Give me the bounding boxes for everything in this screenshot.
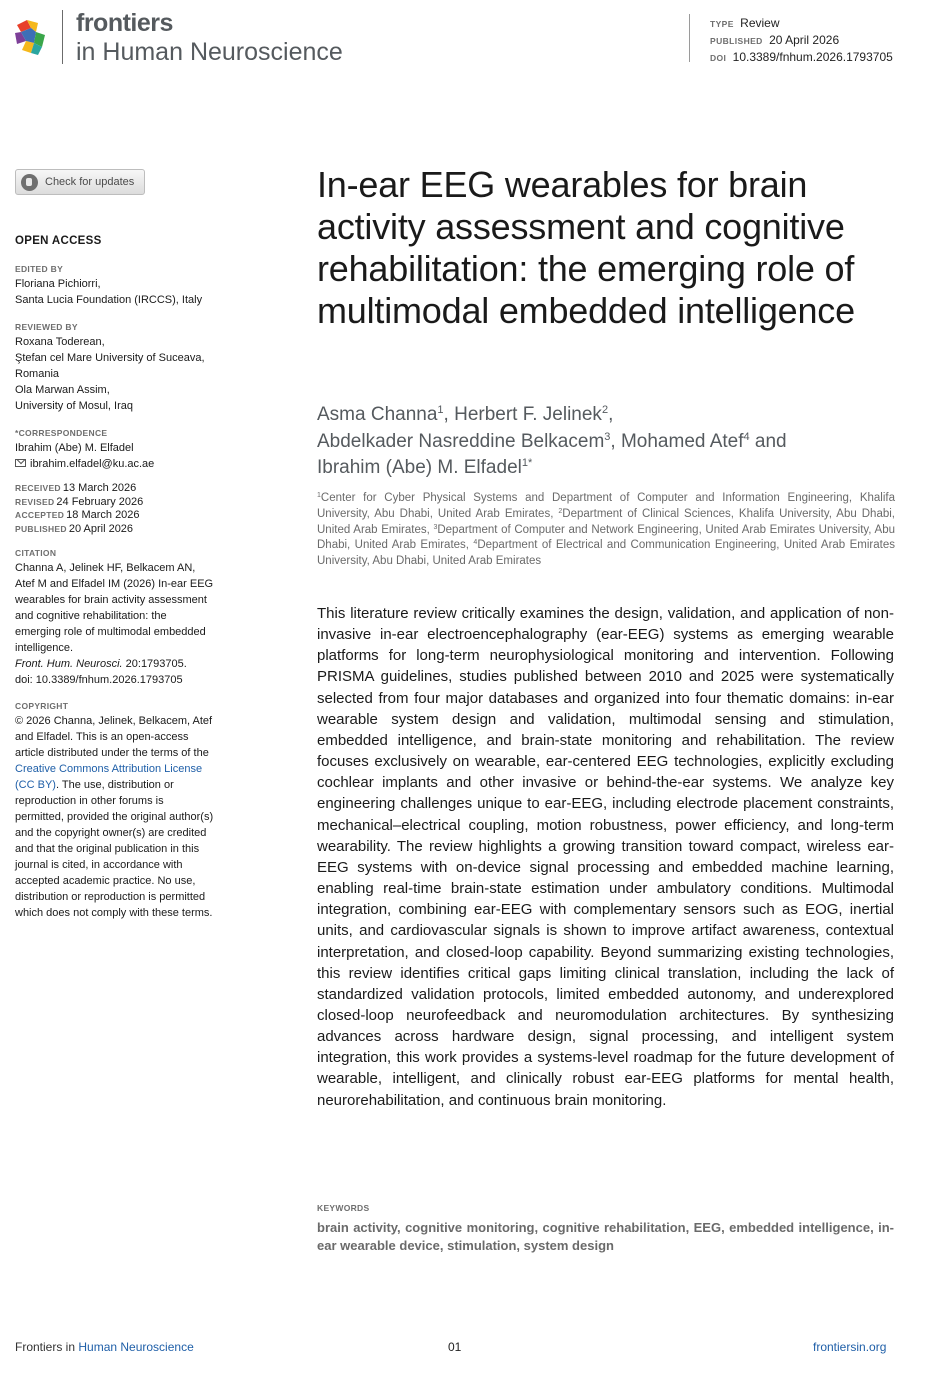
affiliation-mark: 4 bbox=[473, 539, 478, 547]
correspondence-email[interactable]: ibrahim.elfadel@ku.ac.ae bbox=[30, 458, 155, 470]
author-separator: , bbox=[443, 404, 455, 425]
reviewed-by-section bbox=[15, 321, 255, 414]
author-affiliation-mark: 3 bbox=[604, 430, 611, 443]
reviewed-by-label: REVIEWED BY bbox=[15, 322, 78, 332]
citation-line: Atef M and Elfadel IM (2026) In-ear EEG bbox=[15, 578, 214, 590]
open-access-label: OPEN ACCESS bbox=[15, 235, 102, 247]
reviewer-line: Romania bbox=[15, 368, 60, 380]
edited-by-label: EDITED BY bbox=[15, 264, 64, 274]
received-date: 13 March 2026 bbox=[62, 482, 137, 494]
accepted-label: ACCEPTED bbox=[15, 510, 65, 521]
citation-journal: Front. Hum. Neurosci. bbox=[15, 658, 123, 670]
editor-affiliation: Santa Lucia Foundation (IRCCS), Italy bbox=[15, 294, 203, 306]
dates-section bbox=[15, 482, 255, 536]
citation-doi[interactable]: doi: 10.3389/fnhum.2026.1793705 bbox=[15, 674, 183, 686]
editor-name: Floriana Pichiorri, bbox=[15, 278, 101, 290]
citation-line: intelligence. bbox=[15, 642, 74, 654]
edited-by-section bbox=[15, 263, 255, 308]
meta-divider bbox=[689, 14, 690, 62]
citation-volume: 20:1793705. bbox=[122, 658, 187, 670]
copyright-line: which does not comply with these terms. bbox=[15, 907, 213, 919]
keywords: brain activity, cognitive monitoring, cognitive rehabilitation, EEG, embedded intelligence, in-ear wearable device, stimulation, system design bbox=[317, 1220, 894, 1253]
meta-doi bbox=[710, 49, 893, 66]
meta-published-value: 20 April 2026 bbox=[769, 33, 840, 47]
citation-line: emerging role of multimodal embedded bbox=[15, 626, 206, 638]
author-name[interactable]: Ibrahim (Abe) M. Elfadel bbox=[317, 457, 522, 478]
copyright-line: © 2026 Channa, Jelinek, Belkacem, Atef bbox=[15, 715, 213, 727]
page-number: 01 bbox=[448, 1340, 462, 1354]
copyright-section bbox=[15, 700, 255, 921]
author-name[interactable]: Mohamed Atef bbox=[620, 430, 744, 452]
reviewer-line: Ola Marwan Assim, bbox=[15, 384, 110, 396]
revised-date: 24 February 2026 bbox=[56, 495, 144, 508]
affiliation-mark: 2 bbox=[558, 507, 563, 515]
copyright-label: COPYRIGHT bbox=[15, 701, 69, 711]
revised-label: REVISED bbox=[15, 496, 55, 507]
citation-section bbox=[15, 547, 255, 688]
frontiers-logo-icon bbox=[14, 17, 48, 57]
envelope-icon bbox=[15, 459, 26, 467]
check-updates-label: Check for updates bbox=[45, 176, 135, 188]
author-affiliation-mark: 2 bbox=[601, 404, 609, 416]
article-title: In-ear EEG wearables for brain activity assessment and cognitive rehabilitation: the emerging role of multimodal embedded intelligence bbox=[317, 164, 855, 331]
copyright-line: permitted, provided the original author(s) bbox=[15, 811, 214, 823]
copyright-line: and that the original publication in this bbox=[15, 843, 200, 855]
correspondence-label: *CORRESPONDENCE bbox=[15, 428, 108, 438]
footer-site-link[interactable]: frontiersin.org bbox=[813, 1340, 887, 1354]
copyright-line: article distributed under the terms of the bbox=[15, 747, 209, 759]
meta-type-value: Review bbox=[740, 16, 780, 30]
author-name[interactable]: Abdelkader Nasreddine Belkacem bbox=[317, 430, 605, 452]
affiliation-text: Department of Electrical and Communication Engineering, United Arab Emirates University, Abu Dhabi, United Arab Emirates bbox=[317, 539, 895, 568]
correspondence-section bbox=[15, 427, 255, 472]
copyright-after-link: . The use, distribution or bbox=[55, 779, 174, 791]
affiliation-text: Department of Computer and Network Engineering, United Arab Emirates University, Abu Dhabi, United Arab Emirates, bbox=[317, 523, 895, 552]
meta-doi-value[interactable]: 10.3389/fnhum.2026.1793705 bbox=[732, 50, 893, 64]
check-for-updates-button[interactable] bbox=[15, 169, 145, 195]
published-label: PUBLISHED bbox=[15, 523, 67, 534]
author-separator: , bbox=[608, 404, 614, 425]
article-meta bbox=[710, 15, 893, 66]
copyright-line: and Elfadel. This is an open-access bbox=[15, 731, 189, 743]
author-affiliation-mark: 4 bbox=[743, 430, 750, 443]
accepted-row bbox=[15, 509, 255, 523]
citation-line: and cognitive rehabilitation: the bbox=[15, 610, 167, 622]
copyright-line: distribution or reproduction is permitted bbox=[15, 891, 206, 903]
received-row bbox=[15, 482, 255, 496]
affiliation-mark: 3 bbox=[433, 523, 438, 531]
copyright-line: and the copyright owner(s) are credited bbox=[15, 827, 207, 839]
correspondence-name: Ibrahim (Abe) M. Elfadel bbox=[15, 442, 134, 454]
accepted-date: 18 March 2026 bbox=[66, 509, 140, 522]
affiliations bbox=[317, 491, 895, 570]
reviewer-line: University of Mosul, Iraq bbox=[15, 400, 133, 412]
affiliation-mark: 1 bbox=[317, 492, 321, 499]
meta-type-label: TYPE bbox=[710, 19, 734, 29]
meta-doi-label: DOI bbox=[710, 53, 727, 63]
logo-divider bbox=[62, 10, 63, 64]
copyright-line: journal is cited, in accordance with bbox=[15, 859, 183, 871]
crossmark-icon bbox=[21, 174, 38, 191]
abstract: This literature review critically examines the design, validation, and application of non-invasive in-ear electroencephalography (ear-EEG) systems as emerging wearable platforms for long-term neurophysiological monitoring and intervention. Following PRISMA guidelines, studies published between 2010 and 2025 were systematically selected from four major databases and organized into four thematic domains: in-ear wearable system design and validation, multimodal sensing and stimulation, embedded intelligence, and brain-state monitoring and rehabilitation. The review focuses exclusively on wearable, ear-centered EEG technologies, explicitly excluding cochlear implants and other invasive or behind-the-ear systems. We analyze key engineering challenges unique to ear-EEG, including electrode placement constraints, mechanical–electrical coupling, motion robustness, power efficiency, and long-term wearability. The review highlights a growing transition toward compact, wireless ear-EEG systems with on-device signal processing and embedded machine learning, enabling real-time brain-state estimation under ambulatory conditions. Multimodal integration, combining ear-EEG with complementary sensors such as EOG, inertial units, and cardiovascular signals is shown to improve artifact awareness, contextual interpretation, and closed-loop capability. Beyond summarizing existing technologies, this review identifies critical gaps limiting clinical translation, including the lack of standardized validation protocols, limited embedded autonomy, and underexplored closed-loop neurofeedback and neuromodulation architectures. By synthesizing advances across hardware design, signal processing, and intelligent system integration, this work provides a systems-level roadmap for the future development of wearable, intelligent, and clinically robust ear-EEG platforms for mental health, neurorehabilitation, and continuous brain monitoring. bbox=[317, 605, 894, 1109]
author-list bbox=[317, 402, 897, 482]
reviewer-line: Roxana Toderean, bbox=[15, 336, 105, 348]
meta-type bbox=[710, 15, 893, 32]
citation-line: wearables for brain activity assessment bbox=[15, 594, 207, 606]
citation-journal-row bbox=[15, 656, 255, 672]
meta-published-label: PUBLISHED bbox=[710, 36, 763, 46]
brand-name: frontiers bbox=[76, 9, 173, 37]
revised-row bbox=[15, 496, 255, 510]
journal-brand[interactable] bbox=[76, 9, 343, 66]
cc-license-row bbox=[15, 777, 255, 793]
footer-journal-name[interactable]: Human Neuroscience bbox=[78, 1340, 194, 1354]
copyright-line: accepted academic practice. No use, bbox=[15, 875, 196, 887]
affiliation-text: Center for Cyber Physical Systems and Department of Computer and Information Engineering, Khalifa University, Abu Dhabi, United Arab Emirates, bbox=[317, 492, 895, 520]
footer-journal[interactable] bbox=[15, 1340, 194, 1354]
cc-license-link[interactable]: Creative Commons Attribution License bbox=[15, 763, 203, 775]
footer-journal-prefix: Frontiers in bbox=[15, 1340, 79, 1354]
author-separator: , bbox=[610, 430, 621, 452]
author-name[interactable]: Herbert F. Jelinek bbox=[454, 404, 602, 425]
published-row bbox=[15, 523, 255, 537]
meta-published bbox=[710, 32, 893, 49]
received-label: RECEIVED bbox=[15, 483, 61, 493]
published-date: 20 April 2026 bbox=[68, 522, 134, 535]
affiliation-text: Department of Clinical Sciences, Khalifa University, Abu Dhabi, United Arab Emirates, bbox=[317, 507, 895, 536]
author-name[interactable]: Asma Channa bbox=[317, 404, 438, 425]
author-affiliation-mark: 1* bbox=[521, 457, 533, 469]
cc-by-link[interactable]: (CC BY) bbox=[15, 779, 56, 791]
author-separator: and bbox=[749, 430, 787, 452]
citation-line: Channa A, Jelinek HF, Belkacem AN, bbox=[15, 562, 196, 574]
keywords-label: KEYWORDS bbox=[317, 1203, 370, 1213]
author-affiliation-mark: 1 bbox=[437, 404, 444, 416]
correspondence-email-row[interactable] bbox=[15, 456, 255, 472]
reviewer-line: Ştefan cel Mare University of Suceava, bbox=[15, 352, 205, 364]
copyright-line: reproduction in other forums is bbox=[15, 795, 164, 807]
journal-name: in Human Neuroscience bbox=[76, 38, 343, 66]
citation-label: CITATION bbox=[15, 548, 57, 558]
